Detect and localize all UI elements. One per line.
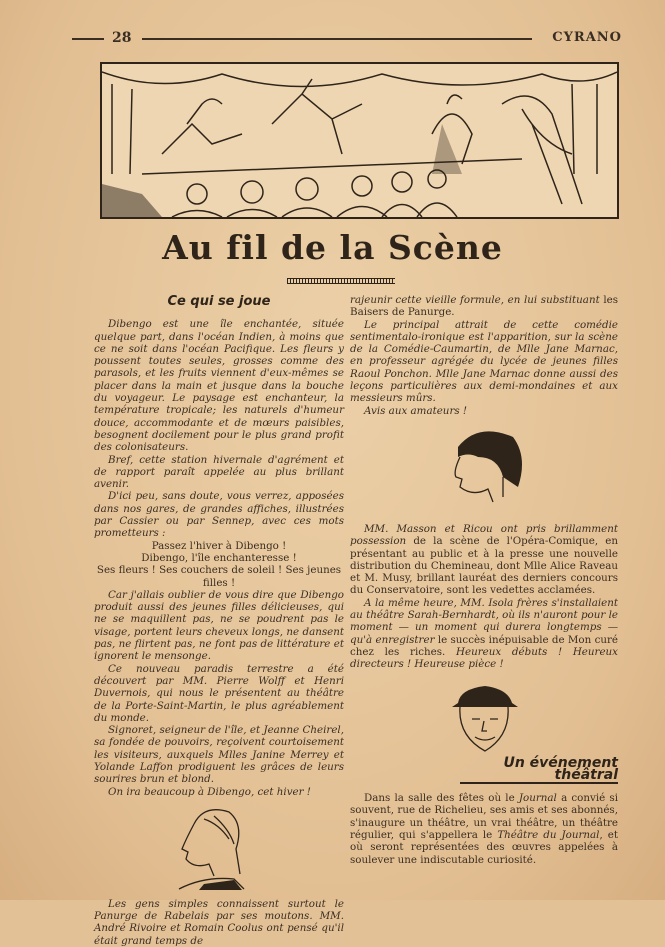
illustration-slot: [350, 671, 618, 757]
man-portrait-right: [450, 681, 520, 757]
text-run: A la même heure, MM. Isola frères s'installaient au théâtre Sarah-Bernhardt, où ils n'auront pour le moment — un moment qui durera longtemps — qu'à enregistrer: [350, 596, 618, 646]
header-rule: [142, 38, 532, 40]
text-run: rajeunir cette vieille formule, en lui substituant: [350, 294, 604, 306]
text-run: le succès inépuisable de Mon curé chez les riches.: [350, 633, 618, 658]
paragraph: Dibengo est une île enchantée, située quelque part, dans l'océan Indien, à moins que ce ne soit dans l'océan Pacifique. Les fleurs y poussent toutes seules, grosses comme des parasols, et les fruits viennent d'eux-mêmes se placer dans la main et jusque dans la bouche du voyageur. Le paysage est enchanteur, la température tropicale; les naturels d'humeur douce, accommodante et de mœurs paisibles, besognent docilement pour le plus grand profit des colonisateurs.: [94, 318, 344, 454]
paragraph: On ira beaucoup à Dibengo, cet hiver !: [108, 785, 311, 798]
text-run: , et où seront représentées des œuvres appelées à soulever une indiscutable curiosité.: [350, 829, 618, 866]
woman-portrait-left: [174, 804, 249, 892]
paragraph: Bref, cette station hivernale d'agrément et de rapport paraît appelée au plus brillant avenir.: [94, 453, 344, 491]
paragraph: Avis aux amateurs !: [364, 404, 468, 417]
title-ornament: [287, 278, 395, 284]
slogan-line: Dibengo, l'île enchanteresse !: [141, 551, 297, 564]
left-column: [94, 294, 344, 947]
illustration-slot: [94, 798, 344, 898]
magazine-name: CYRANO: [552, 30, 622, 45]
paragraph: Signoret, seigneur de l'île, et Jeanne Cheirel, sa fondée de pouvoirs, reçoivent courtoisement les visiteurs, auxquels Mlles Janine Merrey et Yolande Laffon prodiguent les grâces de leurs sourires brun et blond.: [94, 724, 344, 786]
section-heading: Un événement théâtral: [460, 757, 618, 785]
page-header: [72, 30, 622, 48]
text-run: Journal: [518, 792, 557, 805]
text-run: les Baisers de Panurge.: [350, 294, 618, 319]
paragraph: Car j'allais oublier de vous dire que Dibengo produit aussi des jeunes filles délicieuses, qui ne se maquillent pas, ne se poudrent pas le visage, portent leurs cheveux longs, ne dansent pas, ne flirtent pas, ne font pas de littérature et ignorent le mensonge.: [94, 588, 344, 663]
text-run: Heureux débuts ! Heureux directeurs ! Heureuse pièce !: [350, 645, 618, 671]
paragraph: D'ici peu, sans doute, vous verrez, apposées dans nos gares, de grandes affiches, illustrées par Cassier ou par Sennep, avec ces mots prometteurs :: [94, 490, 344, 540]
text-run: MM. Masson et Ricou ont pris brillamment possession: [350, 522, 618, 548]
paragraph: Le principal attrait de cette comédie sentimentalo-ironique est l'apparition, sur la scène de la Comédie-Caumartin, de Mlle Jane Marnac, en professeur agrégée du lycée de jeunes filles Raoul Ponchon. Mlle Jane Marnac donne aussi des leçons particulières aux demi-mondaines et aux messieurs mûrs.: [350, 318, 618, 405]
slogan-line: Ses fleurs ! Ses couchers de soleil ! Ses jeunes filles !: [96, 564, 342, 589]
text-run: de la scène de l'Opéra-Comique, en présentant au public et à la presse une nouvelle distribution du Chemineau, dont Mlle Alice Raveau et M. Musy, brillant lauréat des derniers concours du Conservatoire, sont les vedettes acclamées.: [350, 535, 619, 597]
slogan-line: Passez l'hiver à Dibengo !: [151, 539, 287, 552]
woman-portrait-right: [448, 427, 528, 512]
paragraph: Ce nouveau paradis terrestre a été découvert par MM. Pierre Wolff et Henri Duvernois, qui nous le présentent au théâtre de la Porte-Saint-Martin, le plus agréablement du monde.: [94, 662, 344, 724]
text-run: a convié si souvent, rue de Richelieu, ses amis et ses abonnés, s'inaugure un théâtre, un vrai théâtre, un théâtre régulier, qui s'appellera le: [350, 792, 618, 842]
header-rule: [72, 38, 104, 40]
theatre-stage-illustration: [100, 62, 619, 219]
section-heading: Ce qui se joue: [167, 294, 271, 309]
right-column: [350, 294, 618, 866]
illustration-slot: [350, 417, 618, 523]
stage-drawing: [102, 64, 617, 217]
page-number: 28: [112, 30, 132, 46]
text-run: Théâtre du Journal: [497, 829, 600, 842]
page-title: Au fil de la Scène: [162, 228, 503, 267]
text-run: Dans la salle des fêtes où le: [364, 792, 519, 805]
paragraph: Les gens simples connaissent surtout le Panurge de Rabelais par ses moutons. MM. André Rivoire et Romain Coolus ont pensé qu'il était grand temps de: [94, 897, 344, 947]
